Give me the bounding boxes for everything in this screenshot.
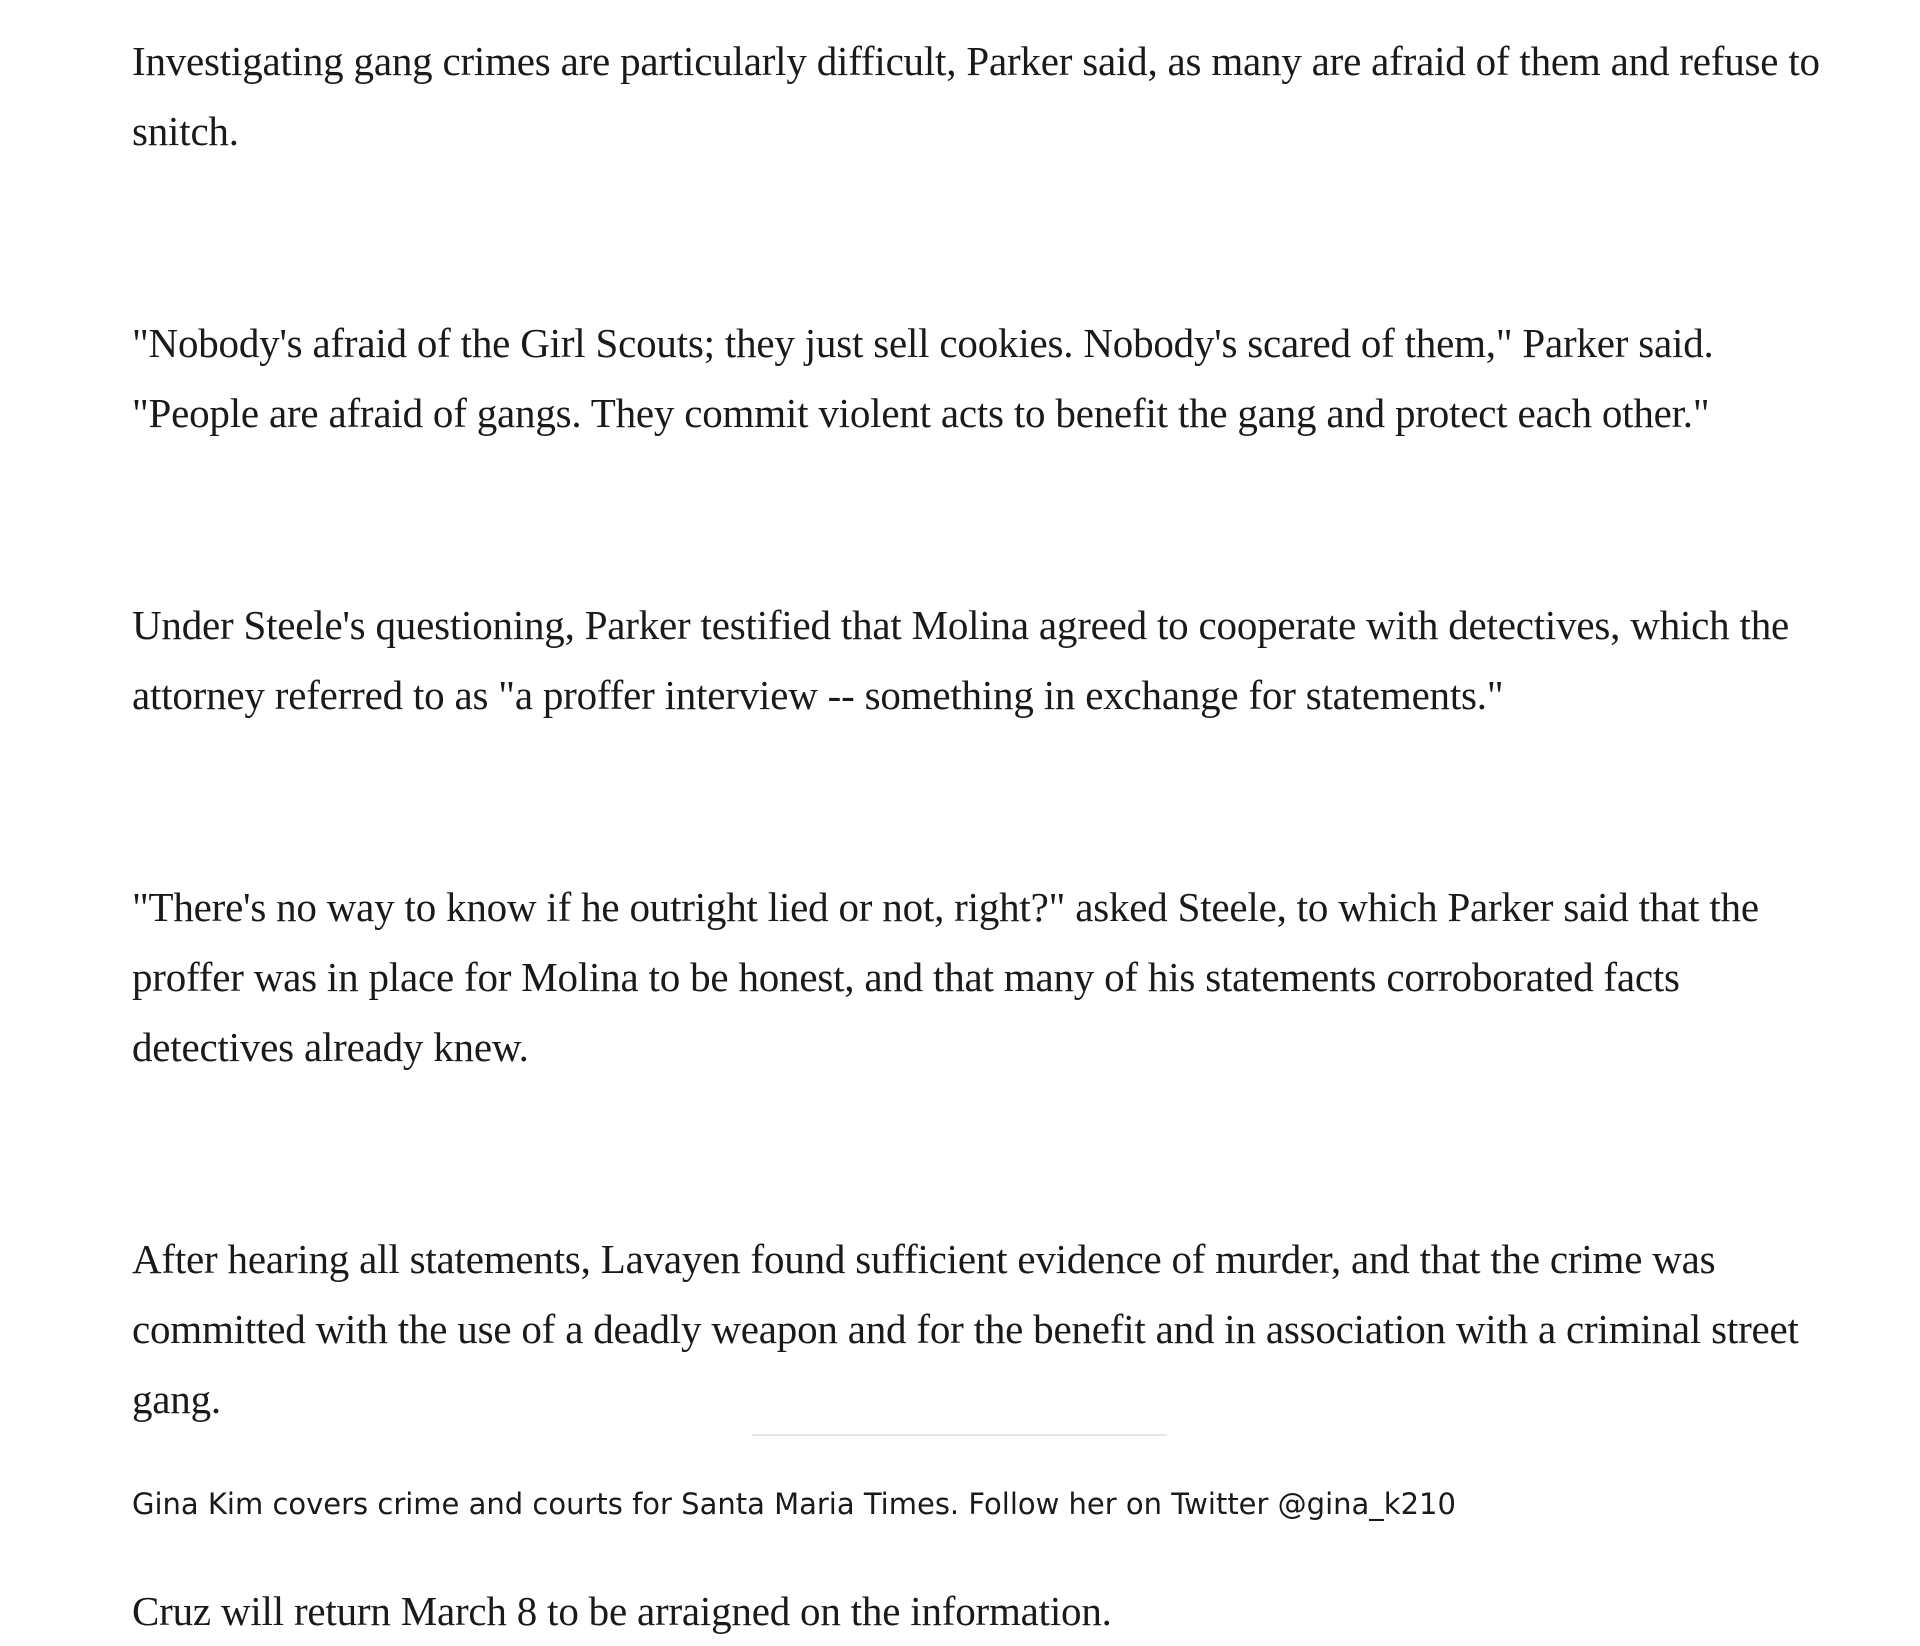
article-paragraph: "Nobody's afraid of the Girl Scouts; they just sell cookies. Nobody's scared of them," Parker said. "People are afraid of gangs. They commit violent acts to benefit the gang and protect each other." [132,320,1714,436]
article-paragraph: Under Steele's questioning, Parker testified that Molina agreed to cooperate with detectives, which the attorney referred to as "a proffer interview -- something in exchange for statements." [132,602,1790,718]
article-paragraph: "There's no way to know if he outright lied or not, right?" asked Steele, to which Parker said that the proffer was in place for Molina to be honest, and that many of his statements corroborated facts detectives already knew. [132,884,1759,1070]
article-paragraph: Cruz will return March 8 to be arraigned on the information. [132,1588,1112,1634]
article-body [132,26,1832,1646]
article-paragraph: After hearing all statements, Lavayen found sufficient evidence of murder, and that the crime was committed with the use of a deadly weapon and for the benefit and in association with a criminal street gang. [132,1236,1799,1422]
author-byline: Gina Kim covers crime and courts for Santa Maria Times. Follow her on Twitter @gina_k210 [132,1487,1456,1521]
article-paragraph: Investigating gang crimes are particularly difficult, Parker said, as many are afraid of them and refuse to snitch. [132,38,1820,154]
section-divider [752,1434,1167,1436]
